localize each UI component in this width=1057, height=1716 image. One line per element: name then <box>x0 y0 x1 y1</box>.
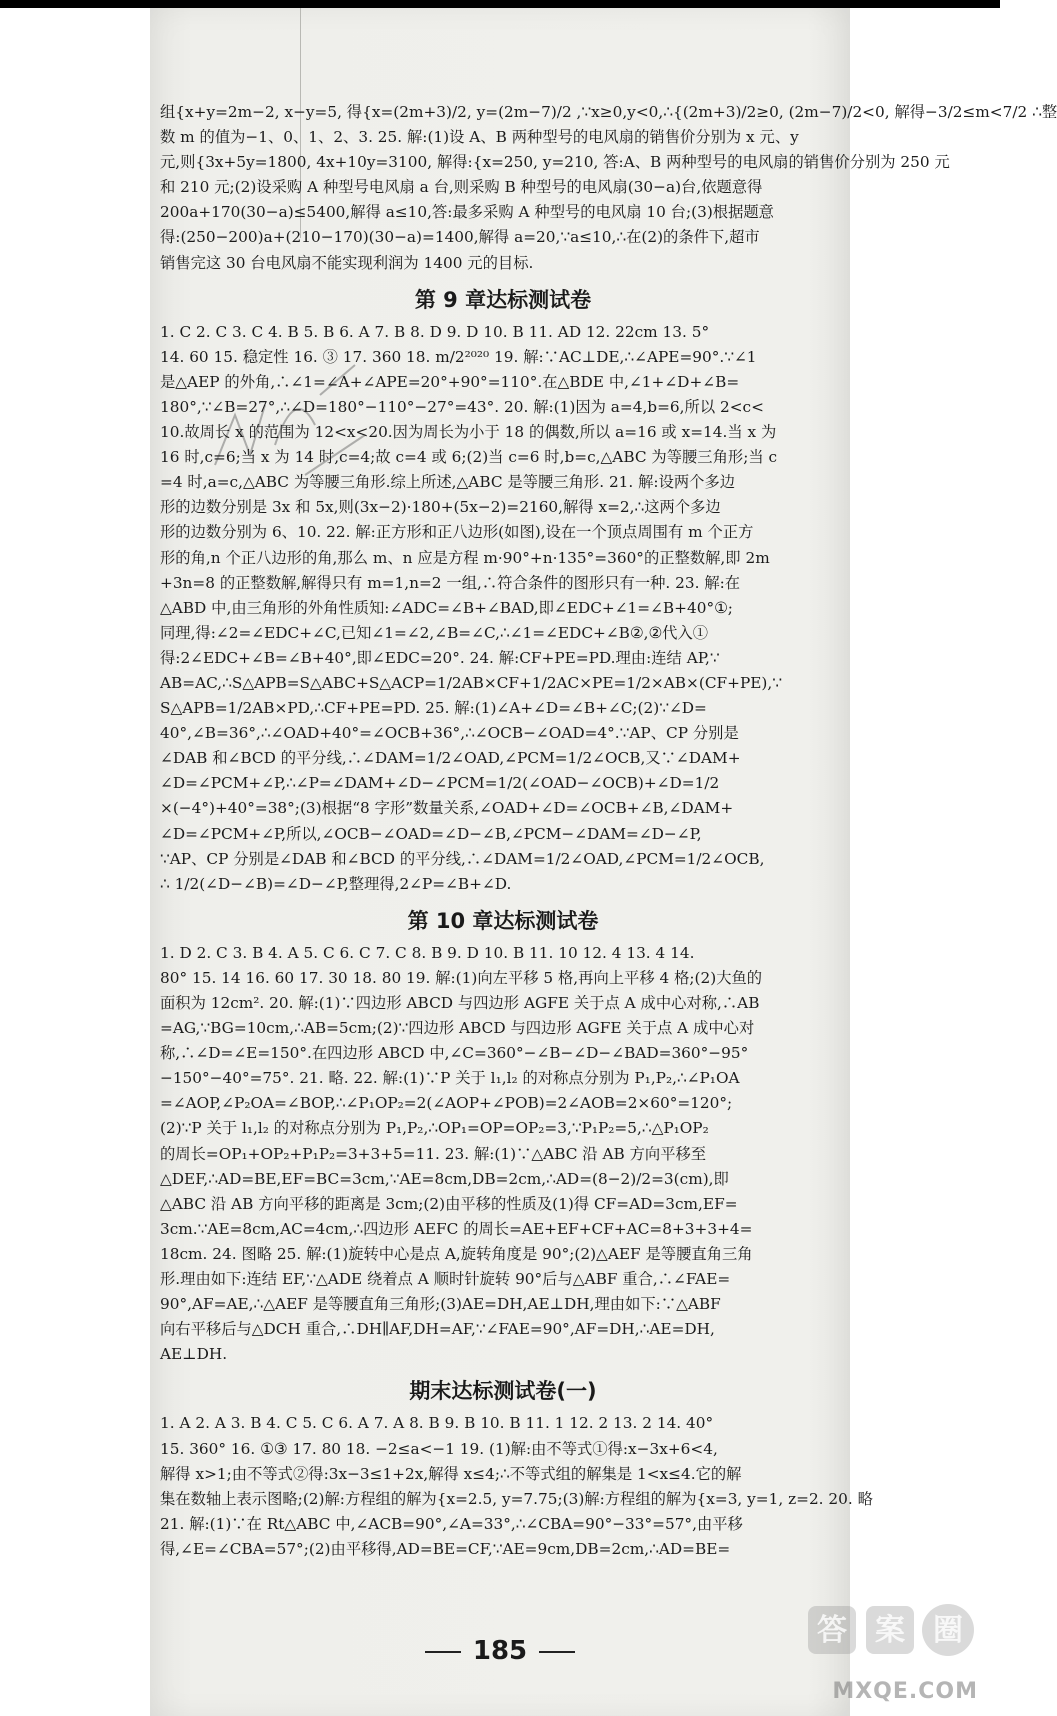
text-line: ∠D=∠PCM+∠P,所以,∠OCB−∠OAD=∠D−∠B,∠PCM−∠DAM=∠D−∠P, <box>160 824 702 843</box>
text-line: 1. C 2. C 3. C 4. B 5. B 6. A 7. B 8. D 9. D 10. B 11. AD 12. 22cm 13. 5° <box>160 322 710 341</box>
text-line: 销售完这 30 台电风扇不能实现利润为 1400 元的目标. <box>160 253 534 272</box>
svg-text:案: 案 <box>875 1613 905 1648</box>
text-line: △ABC 沿 AB 方向平移的距离是 3cm;(2)由平移的性质及(1)得 CF=AD=3cm,EF= <box>160 1194 738 1213</box>
section-title: 期末达标测试卷(一) <box>409 1379 597 1404</box>
text-line: 16 时,c=6;当 x 为 14 时,c=4;故 c=4 或 6;(2)当 c=6 时,b=c,△ABC 为等腰三角形;当 c <box>160 448 778 467</box>
text-line: 和 210 元;(2)设采购 A 种型号电风扇 a 台,则采购 B 种型号的电风扇(30−a)台,依题意得 <box>160 178 763 197</box>
text-line: 10.故周长 x 的范围为 12<x<20.因为周长为小于 18 的偶数,所以 a=16 或 x=14.当 x 为 <box>160 423 777 442</box>
text-line: 向右平移后与△DCH 重合,∴DH∥AF,DH=AF,∵∠FAE=90°,AF=DH,∴AE=DH, <box>160 1320 715 1339</box>
text-line: 15. 360° 16. ①③ 17. 80 18. −2≤a<−1 19. (1)解:由不等式①得:x−3x+6<4, <box>160 1439 718 1458</box>
text-line: 是△AEP 的外角,∴∠1=∠A+∠APE=20°+90°=110°.在△BDE 中,∠1+∠D+∠B= <box>160 372 740 391</box>
text-line: 21. 解:(1)∵在 Rt△ABC 中,∠ACB=90°,∠A=33°,∴∠CBA=90°−33°=57°,由平移 <box>160 1514 743 1533</box>
text-line: 得:(250−200)a+(210−170)(30−a)=1400,解得 a=20,∵a≤10,∴在(2)的条件下,超市 <box>160 228 760 247</box>
watermark-logo-icon <box>802 1596 982 1676</box>
text-line: 90°,AF=AE,∴△AEF 是等腰直角三角形;(3)AE=DH,AE⊥DH,理由如下:∵△ABF <box>160 1295 721 1314</box>
answer-content <box>160 100 1057 1562</box>
text-line: 同理,得:∠2=∠EDC+∠C,已知∠1=∠2,∠B=∠C,∴∠1=∠EDC+∠B②,②代入① <box>160 623 709 642</box>
text-line: ×(−4°)+40°=38°;(3)根据“8 字形”数量关系,∠OAD+∠D=∠OCB+∠B,∠DAM+ <box>160 799 734 818</box>
svg-text:圈: 圈 <box>933 1613 963 1648</box>
text-line: 14. 60 15. 稳定性 16. ③ 17. 360 18. m/2²⁰²⁰ 19. 解:∵AC⊥DE,∴∠APE=90°.∵∠1 <box>160 347 757 366</box>
section-title: 第 9 章达标测试卷 <box>414 287 592 312</box>
dash-right <box>539 1651 575 1653</box>
dash-left <box>425 1651 461 1653</box>
text-line: 称,∴∠D=∠E=150°.在四边形 ABCD 中,∠C=360°−∠B−∠D−∠BAD=360°−95° <box>160 1044 749 1063</box>
text-line: 得:2∠EDC+∠B=∠B+40°,即∠EDC=20°. 24. 解:CF+PE=PD.理由:连结 AP,∵ <box>160 648 720 667</box>
top-border <box>0 0 1000 8</box>
text-line: 形的边数分别为 6、10. 22. 解:正方形和正八边形(如图),设在一个顶点周围有 m 个正方 <box>160 523 754 542</box>
text-line: S△APB=1/2AB×PD,∴CF+PE=PD. 25. 解:(1)∠A+∠D=∠B+∠C;(2)∵∠D= <box>160 699 707 718</box>
svg-text:答: 答 <box>817 1613 847 1648</box>
text-line: ∠D=∠PCM+∠P,∴∠P=∠DAM+∠D−∠PCM=1/2(∠OAD−∠OCB)+∠D=1/2 <box>160 774 720 793</box>
text-line: 80° 15. 14 16. 60 17. 30 18. 80 19. 解:(1)向左平移 5 格,再向上平移 4 格;(2)大鱼的 <box>160 968 763 987</box>
text-line: −150°−40°=75°. 21. 略. 22. 解:(1)∵P 关于 l₁,l₂ 的对称点分别为 P₁,P₂,∴∠P₁OA <box>160 1069 740 1088</box>
section-body <box>160 1411 873 1562</box>
text-line: 元,则{3x+5y=1800, 4x+10y=3100, 解得:{x=250, y=210, 答:A、B 两种型号的电风扇的销售价分别为 250 元 <box>160 153 950 172</box>
text-line: △ABD 中,由三角形的外角性质知:∠ADC=∠B+∠BAD,即∠EDC+∠1=∠B+40°①; <box>160 598 733 617</box>
section-title: 第 10 章达标测试卷 <box>407 908 599 933</box>
text-line: =AG,∵BG=10cm,∴AB=5cm;(2)∵四边形 ABCD 与四边形 AGFE 关于点 A 成中心对 <box>160 1019 755 1038</box>
section-body <box>160 320 846 897</box>
text-line: 1. A 2. A 3. B 4. C 5. C 6. A 7. A 8. B 9. B 10. B 11. 1 12. 2 13. 2 14. 40° <box>160 1414 714 1433</box>
text-line: 3cm.∵AE=8cm,AC=4cm,∴四边形 AEFC 的周长=AE+EF+CF+AC=8+3+3+4= <box>160 1219 753 1238</box>
text-line: 形的角,n 个正八边形的角,那么 m、n 应是方程 m·90°+n·135°=360°的正整数解,即 2m <box>160 548 770 567</box>
text-line: (2)∵P 关于 l₁,l₂ 的对称点分别为 P₁,P₂,∴OP₁=OP=OP₂=3,∵P₁P₂=5,∴△P₁OP₂ <box>160 1119 709 1138</box>
text-line: 1. D 2. C 3. B 4. A 5. C 6. C 7. C 8. B 9. D 10. B 11. 10 12. 4 13. 4 14. <box>160 943 695 962</box>
text-line: =4 时,a=c,△ABC 为等腰三角形.综上所述,△ABC 是等腰三角形. 21. 解:设两个多边 <box>160 473 736 492</box>
text-line: 180°,∵∠B=27°,∴∠D=180°−110°−27°=43°. 20. 解:(1)因为 a=4,b=6,所以 2<c< <box>160 397 764 416</box>
text-line: 形.理由如下:连结 EF,∵△ADE 绕着点 A 顺时针旋转 90°后与△ABF 重合,∴∠FAE= <box>160 1270 731 1289</box>
text-line: 形的边数分别是 3x 和 5x,则(3x−2)·180+(5x−2)=2160,解得 x=2,∴这两个多边 <box>160 498 721 517</box>
text-line: △DEF,∴AD=BE,EF=BC=3cm,∵AE=8cm,DB=2cm,∴AD=(8−2)/2=3(cm),即 <box>160 1169 729 1188</box>
text-line: =∠AOP,∠P₂OA=∠BOP,∴∠P₁OP₂=2(∠AOP+∠POB)=2∠AOB=2×60°=120°; <box>160 1094 733 1113</box>
text-line: 的周长=OP₁+OP₂+P₁P₂=3+3+5=11. 23. 解:(1)∵△ABC 沿 AB 方向平移至 <box>160 1144 707 1163</box>
intro-paragraph <box>160 100 1057 276</box>
text-line: 得,∠E=∠CBA=57°;(2)由平移得,AD=BE=CF,∵AE=9cm,DB=2cm,∴AD=BE= <box>160 1539 731 1558</box>
text-line: +3n=8 的正整数解,解得只有 m=1,n=2 一组,∴符合条件的图形只有一种. 23. 解:在 <box>160 573 741 592</box>
watermark-url: MXQE.COM <box>832 1679 978 1704</box>
text-line: AE⊥DH. <box>160 1345 228 1364</box>
text-line: 集在数轴上表示图略;(2)解:方程组的解为{x=2.5, y=7.75;(3)解:方程组的解为{x=3, y=1, z=2. 20. 略 <box>160 1489 873 1508</box>
text-line: ∠DAB 和∠BCD 的平分线,∴∠DAM=1/2∠OAD,∠PCM=1/2∠OCB,又∵∠DAM+ <box>160 749 741 768</box>
page-number-text: 185 <box>472 1636 528 1666</box>
text-line: AB=AC,∴S△APB=S△ABC+S△ACP=1/2AB×CF+1/2AC×PE=1/2×AB×(CF+PE),∵ <box>160 673 782 692</box>
section-body <box>160 941 846 1368</box>
text-line: 18cm. 24. 图略 25. 解:(1)旋转中心是点 A,旋转角度是 90°;(2)△AEF 是等腰直角三角 <box>160 1244 753 1263</box>
text-line: 40°,∠B=36°,∴∠OAD+40°=∠OCB+36°,∴∠OCB−∠OAD=4°.∵AP、CP 分别是 <box>160 724 739 743</box>
text-line: 组{x+y=2m−2, x−y=5, 得{x=(2m+3)/2, y=(2m−7)/2 ,∵x≥0,y<0,∴{(2m+3)/2≥0, (2m−7)/2<0, 解得−3/2≤m<7/2 ∴整 <box>160 103 1057 121</box>
text-line: 数 m 的值为−1、0、1、2、3. 25. 解:(1)设 A、B 两种型号的电风扇的销售价分别为 x 元、y <box>160 128 799 147</box>
text-line: 200a+170(30−a)≤5400,解得 a≤10,答:最多采购 A 种型号的电风扇 10 台;(3)根据题意 <box>160 203 774 222</box>
watermark-logo <box>802 1596 982 1676</box>
text-line: 解得 x>1;由不等式②得:3x−3≤1+2x,解得 x≤4;∴不等式组的解集是 1<x≤4.它的解 <box>160 1464 742 1483</box>
text-line: ∵AP、CP 分别是∠DAB 和∠BCD 的平分线,∴∠DAM=1/2∠OAD,∠PCM=1/2∠OCB, <box>160 849 765 868</box>
text-line: 面积为 12cm². 20. 解:(1)∵四边形 ABCD 与四边形 AGFE 关于点 A 成中心对称,∴AB <box>160 994 760 1012</box>
text-line: ∴ 1/2(∠D−∠B)=∠D−∠P,整理得,2∠P=∠B+∠D. <box>160 874 512 893</box>
